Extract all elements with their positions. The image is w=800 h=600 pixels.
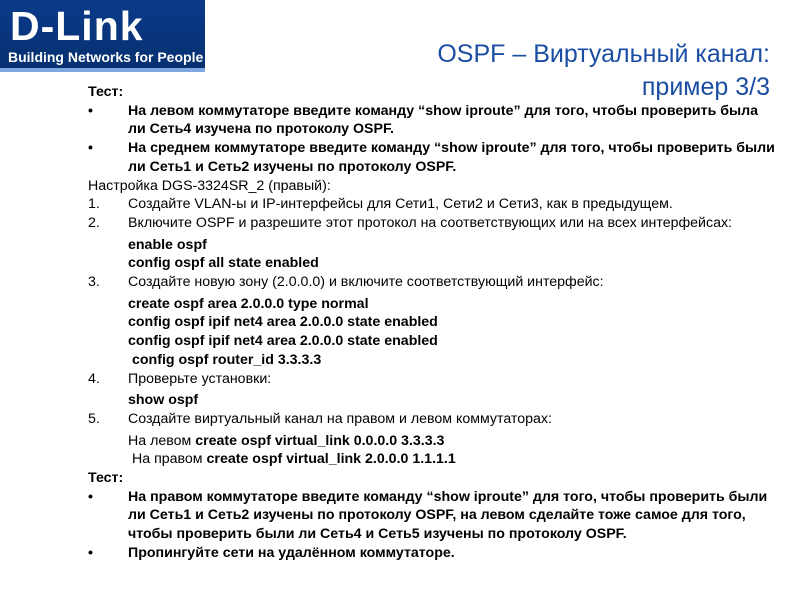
test-label-2: Тест: xyxy=(88,470,124,487)
logo-divider xyxy=(0,68,205,72)
step-item xyxy=(88,273,778,292)
bullet-item xyxy=(88,544,778,563)
test-label-1: Тест: xyxy=(88,84,124,100)
step-number: 5. xyxy=(88,410,100,427)
step-number: 1. xyxy=(88,196,100,213)
bullet-mark: • xyxy=(88,140,93,157)
bullet-item xyxy=(88,488,778,544)
command-line: config ospf router_id 3.3.3.3 xyxy=(132,351,322,368)
bullet-item xyxy=(88,139,778,176)
bullet-item xyxy=(88,102,778,139)
bullet-mark: • xyxy=(88,102,93,119)
step-text: Создайте новую зону (2.0.0.0) и включите соответствующий интерфейс: xyxy=(128,274,604,291)
virtual-link-left-command: create ospf virtual_link 0.0.0.0 3.3.3.3 xyxy=(195,432,445,449)
setup-label: Настройка DGS-3324SR_2 (правый): xyxy=(88,177,331,194)
logo-title: D-Link xyxy=(10,3,144,49)
bullet-text: На среднем коммутаторе введите команду “show iproute” для того, чтобы проверить были ли Сеть1 и Сеть2 изучены по протоколу OSPF. xyxy=(128,140,775,175)
bullet-text: На левом коммутаторе введите команду “show iproute” для того, чтобы проверить была ли Сеть4 изучена по протоколу OSPF. xyxy=(128,102,759,138)
command-line: config ospf ipif net4 area 2.0.0.0 state enabled xyxy=(128,333,438,350)
step-text: Создайте VLAN-ы и IP-интерфейсы для Сети1, Сети2 и Сети3, как в предыдущем. xyxy=(128,196,673,213)
step-item xyxy=(88,195,778,214)
bullet-mark: • xyxy=(88,488,93,505)
virtual-link-right xyxy=(132,450,778,469)
command-line: config ospf ipif net4 area 2.0.0.0 state enabled xyxy=(128,314,438,331)
virtual-link-right-prefix: На правом xyxy=(132,451,203,468)
slide-title-line-1: OSPF – Виртуальный канал: xyxy=(437,40,770,68)
step-number: 3. xyxy=(88,274,100,291)
step-item xyxy=(88,370,778,389)
step-item xyxy=(88,214,778,233)
step-text: Создайте виртуальный канал на правом и левом коммутаторах: xyxy=(128,410,552,427)
step-text: Включите OSPF и разрешите этот протокол на соответствующих или на всех интерфейсах: xyxy=(128,214,732,231)
step-text: Проверьте установки: xyxy=(128,370,272,387)
command-line: enable ospf xyxy=(128,236,207,253)
logo-subtitle: Building Networks for People xyxy=(8,49,204,65)
bullet-text: Пропингуйте сети на удалённом коммутаторе. xyxy=(128,544,455,561)
virtual-link-right-command: create ospf virtual_link 2.0.0.0 1.1.1.1 xyxy=(206,451,456,468)
step-item xyxy=(88,410,778,429)
command-line: show ospf xyxy=(128,392,199,409)
bullet-mark: • xyxy=(88,544,93,561)
command-line: create ospf area 2.0.0.0 type normal xyxy=(128,295,369,312)
virtual-link-left xyxy=(128,432,778,451)
bullet-text: На правом коммутаторе введите команду “show iproute” для того, чтобы проверить были ли Сеть1 и Сеть2 изучены по протоколу OSPF, на левом сделайте тоже самое для того, чтобы проверить были ли Сеть4 и Сеть5 изучены по протоколу OSPF. xyxy=(128,488,768,543)
slide-body xyxy=(88,83,778,563)
slide-title-line-2: пример 3/3 xyxy=(641,73,770,101)
virtual-link-left-prefix: На левом xyxy=(128,432,192,449)
command-line: config ospf all state enabled xyxy=(128,255,319,272)
step-number: 2. xyxy=(88,214,100,231)
step-number: 4. xyxy=(88,370,100,387)
dlink-logo xyxy=(0,0,205,70)
